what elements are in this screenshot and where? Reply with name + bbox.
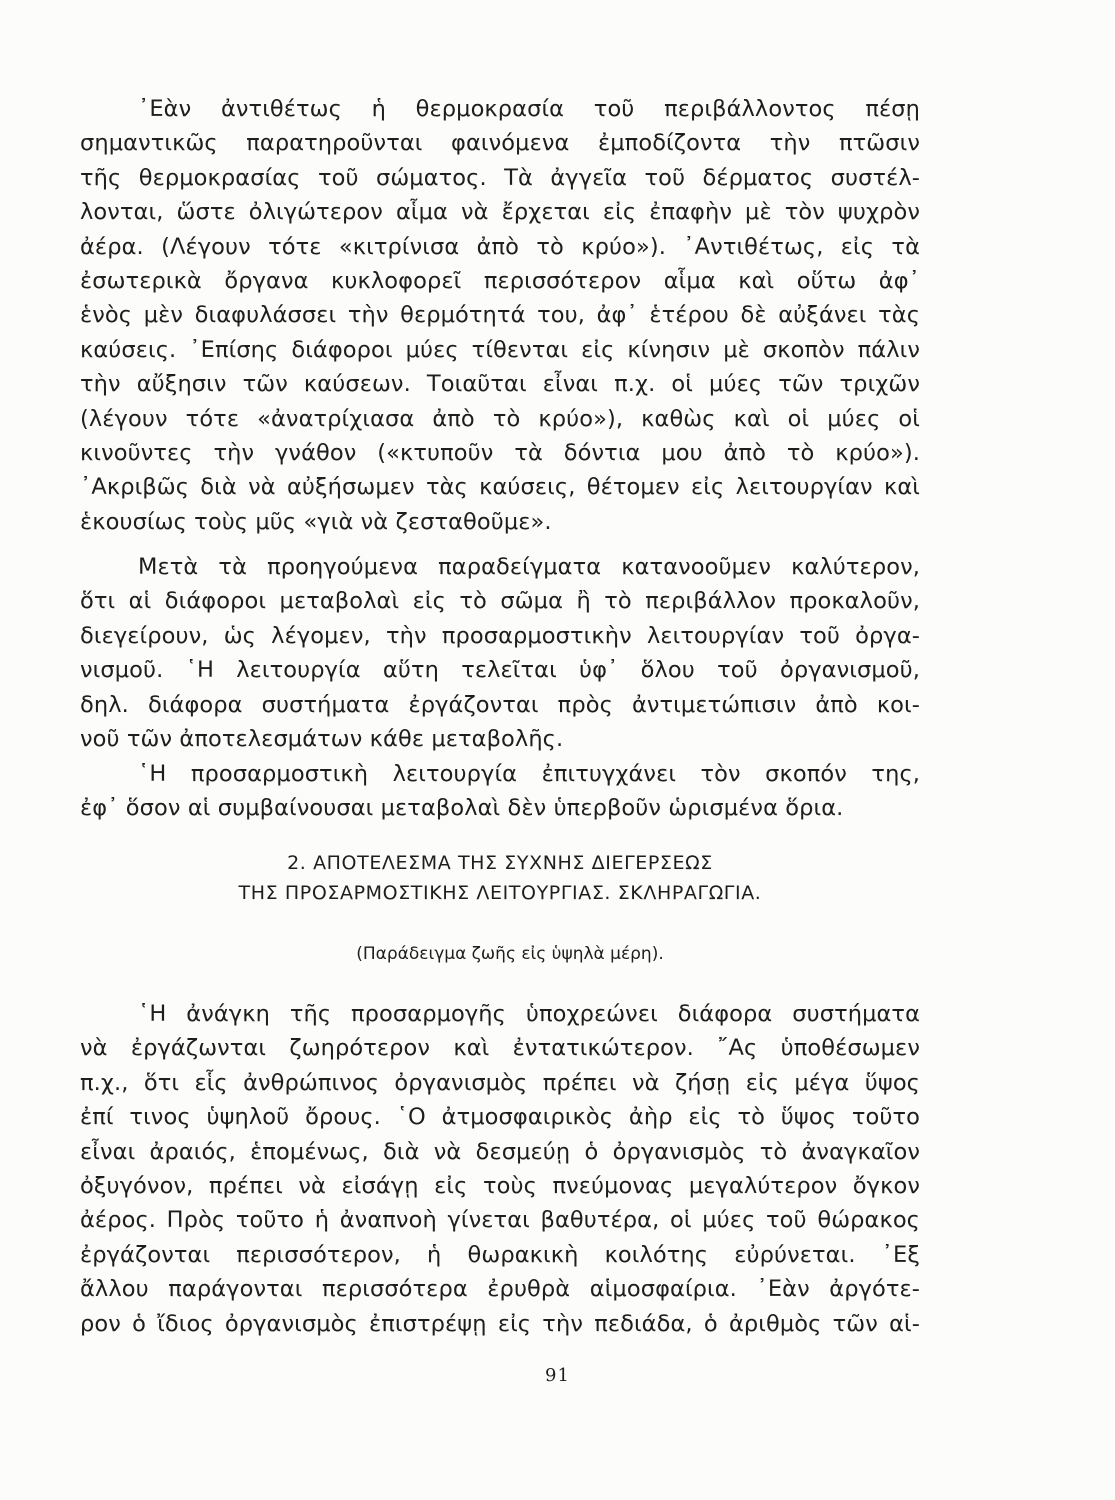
text-line: ἀέρος. Πρὸς τοῦτο ἡ ἀναπνοὴ γίνεται βαθυτέρα, οἱ μύες τοῦ θώρακος: [80, 1207, 920, 1234]
text-line: ἑκουσίως τοὺς μῦς «γιὰ νὰ ζεσταθοῦμε».: [80, 508, 552, 535]
text-line: ᾿Ακριβῶς διὰ νὰ αὐξήσωμεν τὰς καύσεις, θέτομεν εἰς λειτουργίαν καὶ: [80, 474, 920, 501]
text-line: νὰ ἐργάζωνται ζωηρότερον καὶ ἐντατικώτερον. ῎Ας ὑποθέσωμεν: [80, 1035, 920, 1062]
section-heading-line: 2. ΑΠΟΤΕΛΕΣΜΑ ΤΗΣ ΣΥΧΝΗΣ ΔΙΕΓΕΡΣΕΩΣ: [287, 852, 713, 874]
text-line: ᾿Εὰν ἀντιθέτως ἡ θερμοκρασία τοῦ περιβάλλοντος πέσῃ: [138, 96, 920, 122]
section-heading: [80, 848, 920, 908]
text-line: Μετὰ τὰ προηγούμενα παραδείγματα κατανοοῦμεν καλύτερον,: [138, 554, 920, 580]
text-line: ῾Η προσαρμοστικὴ λειτουργία ἐπιτυγχάνει τὸν σκοπόν της,: [138, 761, 920, 787]
text-line: διεγείρουν, ὡς λέγομεν, τὴν προσαρμοστικὴν λειτουργίαν τοῦ ὀργα-: [80, 622, 920, 649]
text-line: νισμοῦ. ῾Η λειτουργία αὕτη τελεῖται ὑφ᾿ ὅλου τοῦ ὀργανισμοῦ,: [80, 657, 920, 684]
text-line: ἑνὸς μὲν διαφυλάσσει τὴν θερμότητά του, ἀφ᾿ ἑτέρου δὲ αὐξάνει τὰς: [80, 302, 920, 329]
text-line: ρον ὁ ἴδιος ὀργανισμὸς ἐπιστρέψῃ εἰς τὴν πεδιάδα, ὁ ἀριθμὸς τῶν αἱ-: [80, 1310, 920, 1337]
text-line: ἐφ᾿ ὅσον αἱ συμβαίνουσαι μεταβολαὶ δὲν ὑπερβοῦν ὡρισμένα ὅρια.: [80, 795, 844, 822]
text-line: νοῦ τῶν ἀποτελεσμάτων κάθε μεταβολῆς.: [80, 726, 564, 753]
text-line: ἐπί τινος ὑψηλοῦ ὄρους. ῾Ο ἀτμοσφαιρικὸς ἀὴρ εἰς τὸ ὕψος τοῦτο: [80, 1104, 920, 1131]
section-heading-line: ΤΗΣ ΠΡΟΣΑΡΜΟΣΤΙΚΗΣ ΛΕΙΤΟΥΡΓΙΑΣ. ΣΚΛΗΡΑΓΩΓΙΑ.: [238, 882, 762, 904]
text-line: τῆς θερμοκρασίας τοῦ σώματος. Τὰ ἀγγεῖα τοῦ δέρματος συστέλ-: [80, 164, 920, 191]
text-line: δηλ. διάφορα συστήματα ἐργάζονται πρὸς ἀντιμετώπισιν ἀπὸ κοι-: [80, 691, 920, 718]
text-line: ἄλλου παράγονται περισσότερα ἐρυθρὰ αἱμοσφαίρια. ᾿Εὰν ἀργότε-: [80, 1276, 920, 1303]
paragraph-high-altitude: [80, 997, 920, 1341]
text-line: ῾Η ἀνάγκη τῆς προσαρμογῆς ὑποχρεώνει διάφορα συστήματα: [138, 1001, 920, 1027]
text-line: καύσεις. ᾿Επίσης διάφοροι μύες τίθενται εἰς κίνησιν μὲ σκοπὸν πάλιν: [80, 336, 920, 363]
paragraph-adaptive-limits: [80, 757, 920, 826]
paragraph-body-temperature: [80, 92, 920, 539]
text-line: ὀξυγόνον, πρέπει νὰ εἰσάγῃ εἰς τοὺς πνεύμονας μεγαλύτερον ὄγκον: [80, 1173, 920, 1200]
text-line: κινοῦντες τὴν γνάθον («κτυποῦν τὰ δόντια μου ἀπὸ τὸ κρύο»).: [80, 440, 920, 467]
text-line: π.χ., ὅτι εἷς ἀνθρώπινος ὀργανισμὸς πρέπει νὰ ζήσῃ εἰς μέγα ὕψος: [80, 1069, 920, 1096]
text-line: λονται, ὥστε ὀλιγώτερον αἷμα νὰ ἔρχεται εἰς ἐπαφὴν μὲ τὸν ψυχρὸν: [80, 199, 920, 226]
text-line: (λέγουν τότε «ἀνατρίχιασα ἀπὸ τὸ κρύο»), καθὼς καὶ οἱ μύες οἱ: [80, 405, 920, 432]
text-line: εἶναι ἀραιός, ἑπομένως, διὰ νὰ δεσμεύῃ ὁ ὀργανισμὸς τὸ ἀναγκαῖον: [80, 1138, 920, 1165]
text-line: ἐργάζονται περισσότερον, ἡ θωρακικὴ κοιλότης εὐρύνεται. ᾿Εξ: [80, 1241, 920, 1268]
text-line: ὅτι αἱ διάφοροι μεταβολαὶ εἰς τὸ σῶμα ἢ τὸ περιβάλλον προκαλοῦν,: [80, 588, 920, 615]
page-number: 91: [545, 1365, 570, 1386]
paragraph-adaptive-function: [80, 550, 920, 756]
text-line: σημαντικῶς παρατηροῦνται φαινόμενα ἐμποδίζοντα τὴν πτῶσιν: [80, 130, 920, 157]
section-subtitle: (Παράδειγμα ζωῆς εἰς ὑψηλὰ μέρη).: [356, 944, 664, 964]
text-line: ἀέρα. (Λέγουν τότε «κιτρίνισα ἀπὸ τὸ κρύο»). ᾿Αντιθέτως, εἰς τὰ: [80, 233, 920, 260]
text-line: ἐσωτερικὰ ὄργανα κυκλοφορεῖ περισσότερον αἷμα καὶ οὕτω ἀφ᾿: [80, 268, 920, 295]
text-line: τὴν αὔξησιν τῶν καύσεων. Τοιαῦται εἶναι π.χ. οἱ μύες τῶν τριχῶν: [80, 371, 920, 398]
